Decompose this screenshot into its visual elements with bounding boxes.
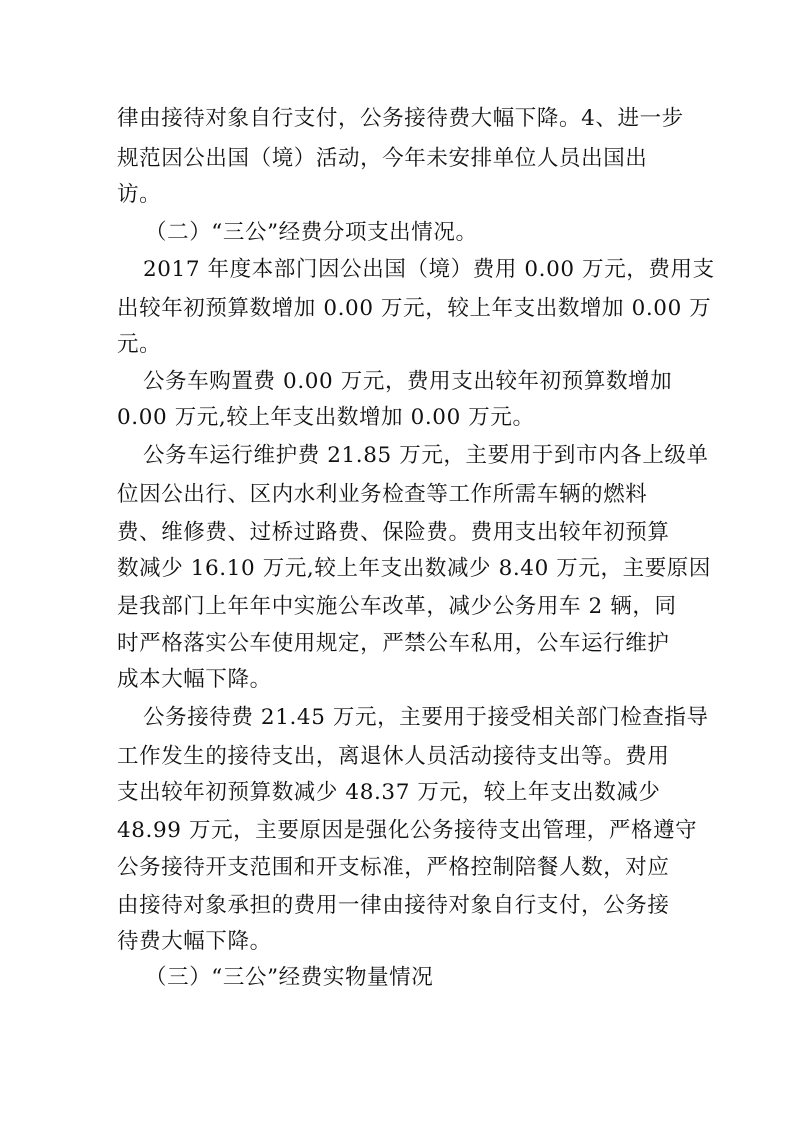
text-line: 出较年初预算数增加 0.00 万元，较上年支出数增加 0.00 万	[117, 296, 712, 321]
text-line: 成本大幅下降。	[117, 667, 272, 692]
paragraph-start-line: 公务接待费 21.45 万元，主要用于接受相关部门检查指导	[143, 705, 709, 730]
text-line: 数减少 16.10 万元,较上年支出数减少 8.40 万元，主要原因	[117, 556, 711, 581]
paragraph-start-line: 2017 年度本部门因公出国（境）费用 0.00 万元，费用支	[143, 257, 715, 282]
text-line: 由接待对象承担的费用一律由接待对象自行支付，公务接	[117, 893, 670, 918]
text-line: 待费大幅下降。	[117, 929, 272, 954]
text-line: 是我部门上年年中实施公车改革，减少公务用车 2 辆，同	[117, 594, 677, 619]
paragraph-start-line: 公务车运行维护费 21.85 万元，主要用于到市内各上级单	[143, 443, 709, 468]
text-line: 工作发生的接待支出，离退休人员活动接待支出等。费用	[117, 744, 670, 769]
text-line: 律由接待对象自行支付，公务接待费大幅下降。4、进一步	[117, 106, 684, 131]
text-line: 访。	[117, 182, 162, 207]
section-heading: （三）“三公”经费实物量情况	[145, 965, 434, 990]
text-line: 公务接待开支范围和开支标准，严格控制陪餐人数，对应	[117, 855, 670, 880]
paragraph-start-line: 公务车购置费 0.00 万元，费用支出较年初预算数增加	[143, 369, 673, 394]
text-line: 元。	[117, 332, 162, 357]
text-line: 支出较年初预算数减少 48.37 万元，较上年支出数减少	[117, 780, 661, 805]
text-line: 48.99 万元，主要原因是强化公务接待支出管理，严格遵守	[117, 818, 698, 843]
text-line: 费、维修费、过桥过路费、保险费。费用支出较年初预算	[117, 520, 670, 545]
text-line: 规范因公出国（境）活动，今年未安排单位人员出国出	[117, 146, 648, 171]
text-line: 位因公出行、区内水利业务检查等工作所需车辆的燃料	[117, 482, 648, 507]
text-line: 0.00 万元,较上年支出数增加 0.00 万元。	[117, 405, 535, 430]
section-heading: （二）“三公”经费分项支出情况。	[145, 220, 478, 245]
text-line: 时严格落实公车使用规定，严禁公车私用，公车运行维护	[117, 631, 670, 656]
